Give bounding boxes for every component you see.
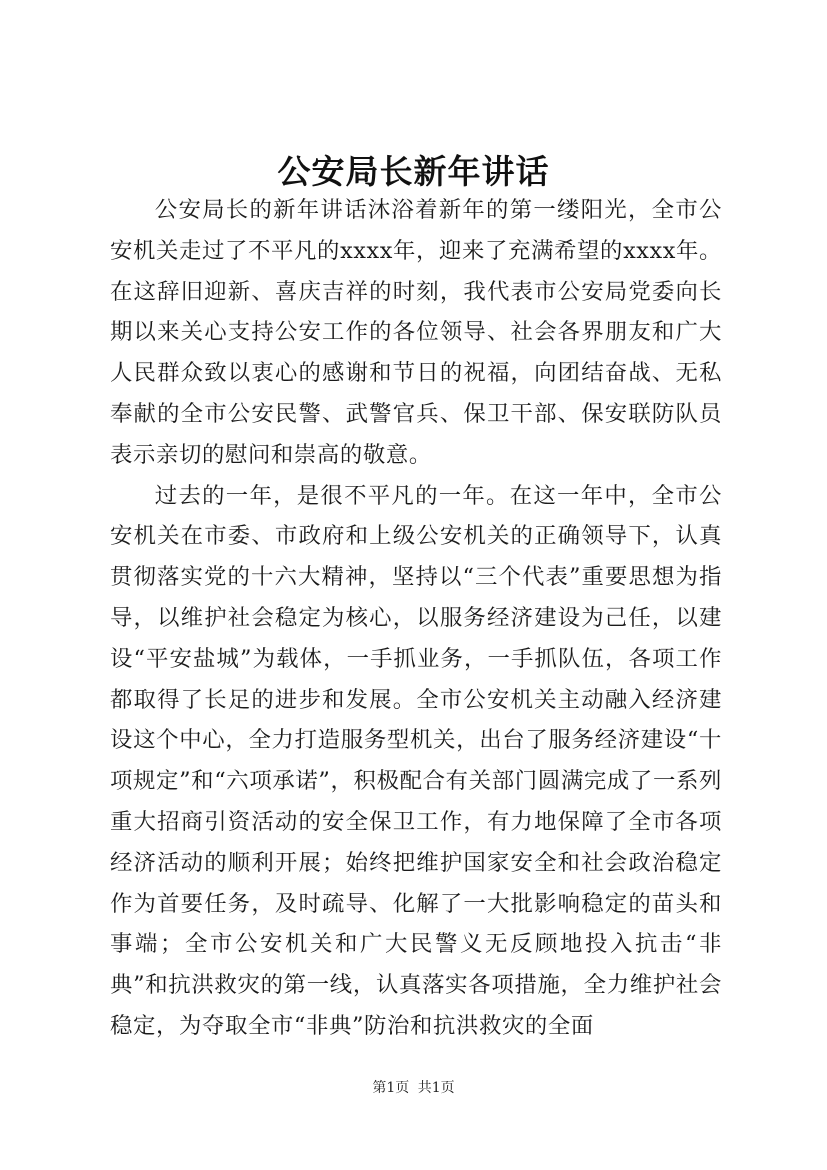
document-body [110, 190, 722, 1047]
paragraph-1: 公安局长的新年讲话沐浴着新年的第一缕阳光，全市公安机关走过了不平凡的xxxx年，迎来了充满希望的xxxx年。在这辞旧迎新、喜庆吉祥的时刻，我代表市公安局党委向长期以来关心支持公安工作的各位领导、社会各界朋友和广大人民群众致以衷心的感谢和节日的祝福，向团结奋战、无私奉献的全市公安民警、武警官兵、保卫干部、保安联防队员表示亲切的慰问和崇高的敬意。 [110, 197, 722, 468]
document-title: 公安局长新年讲话 [277, 152, 550, 191]
page-footer [0, 1077, 827, 1097]
paragraph-2: 过去的一年，是很不平凡的一年。在这一年中，全市公安机关在市委、市政府和上级公安机关的正确领导下，认真贯彻落实党的十六大精神，坚持以“三个代表”重要思想为指导，以维护社会稳定为核心，以服务经济建设为己任，以建设“平安盐城”为载体，一手抓业务，一手抓队伍，各项工作都取得了长足的进步和发展。全市公安机关主动融入经济建设这个中心，全力打造服务型机关，出台了服务经济建设“十项规定”和“六项承诺”，积极配合有关部门圆满完成了一系列重大招商引资活动的安全保卫工作，有力地保障了全市各项经济活动的顺利开展；始终把维护国家安全和社会政治稳定作为首要任务，及时疏导、化解了一大批影响稳定的苗头和事端；全市公安机关和广大民警义无反顾地投入抗击“非典”和抗洪救灾的第一线，认真落实各项措施，全力维护社会稳定，为夺取全市“非典”防治和抗洪救灾的全面 [110, 482, 722, 1039]
page-number: 第1页 [372, 1080, 410, 1096]
page-total: 共1页 [417, 1080, 455, 1096]
